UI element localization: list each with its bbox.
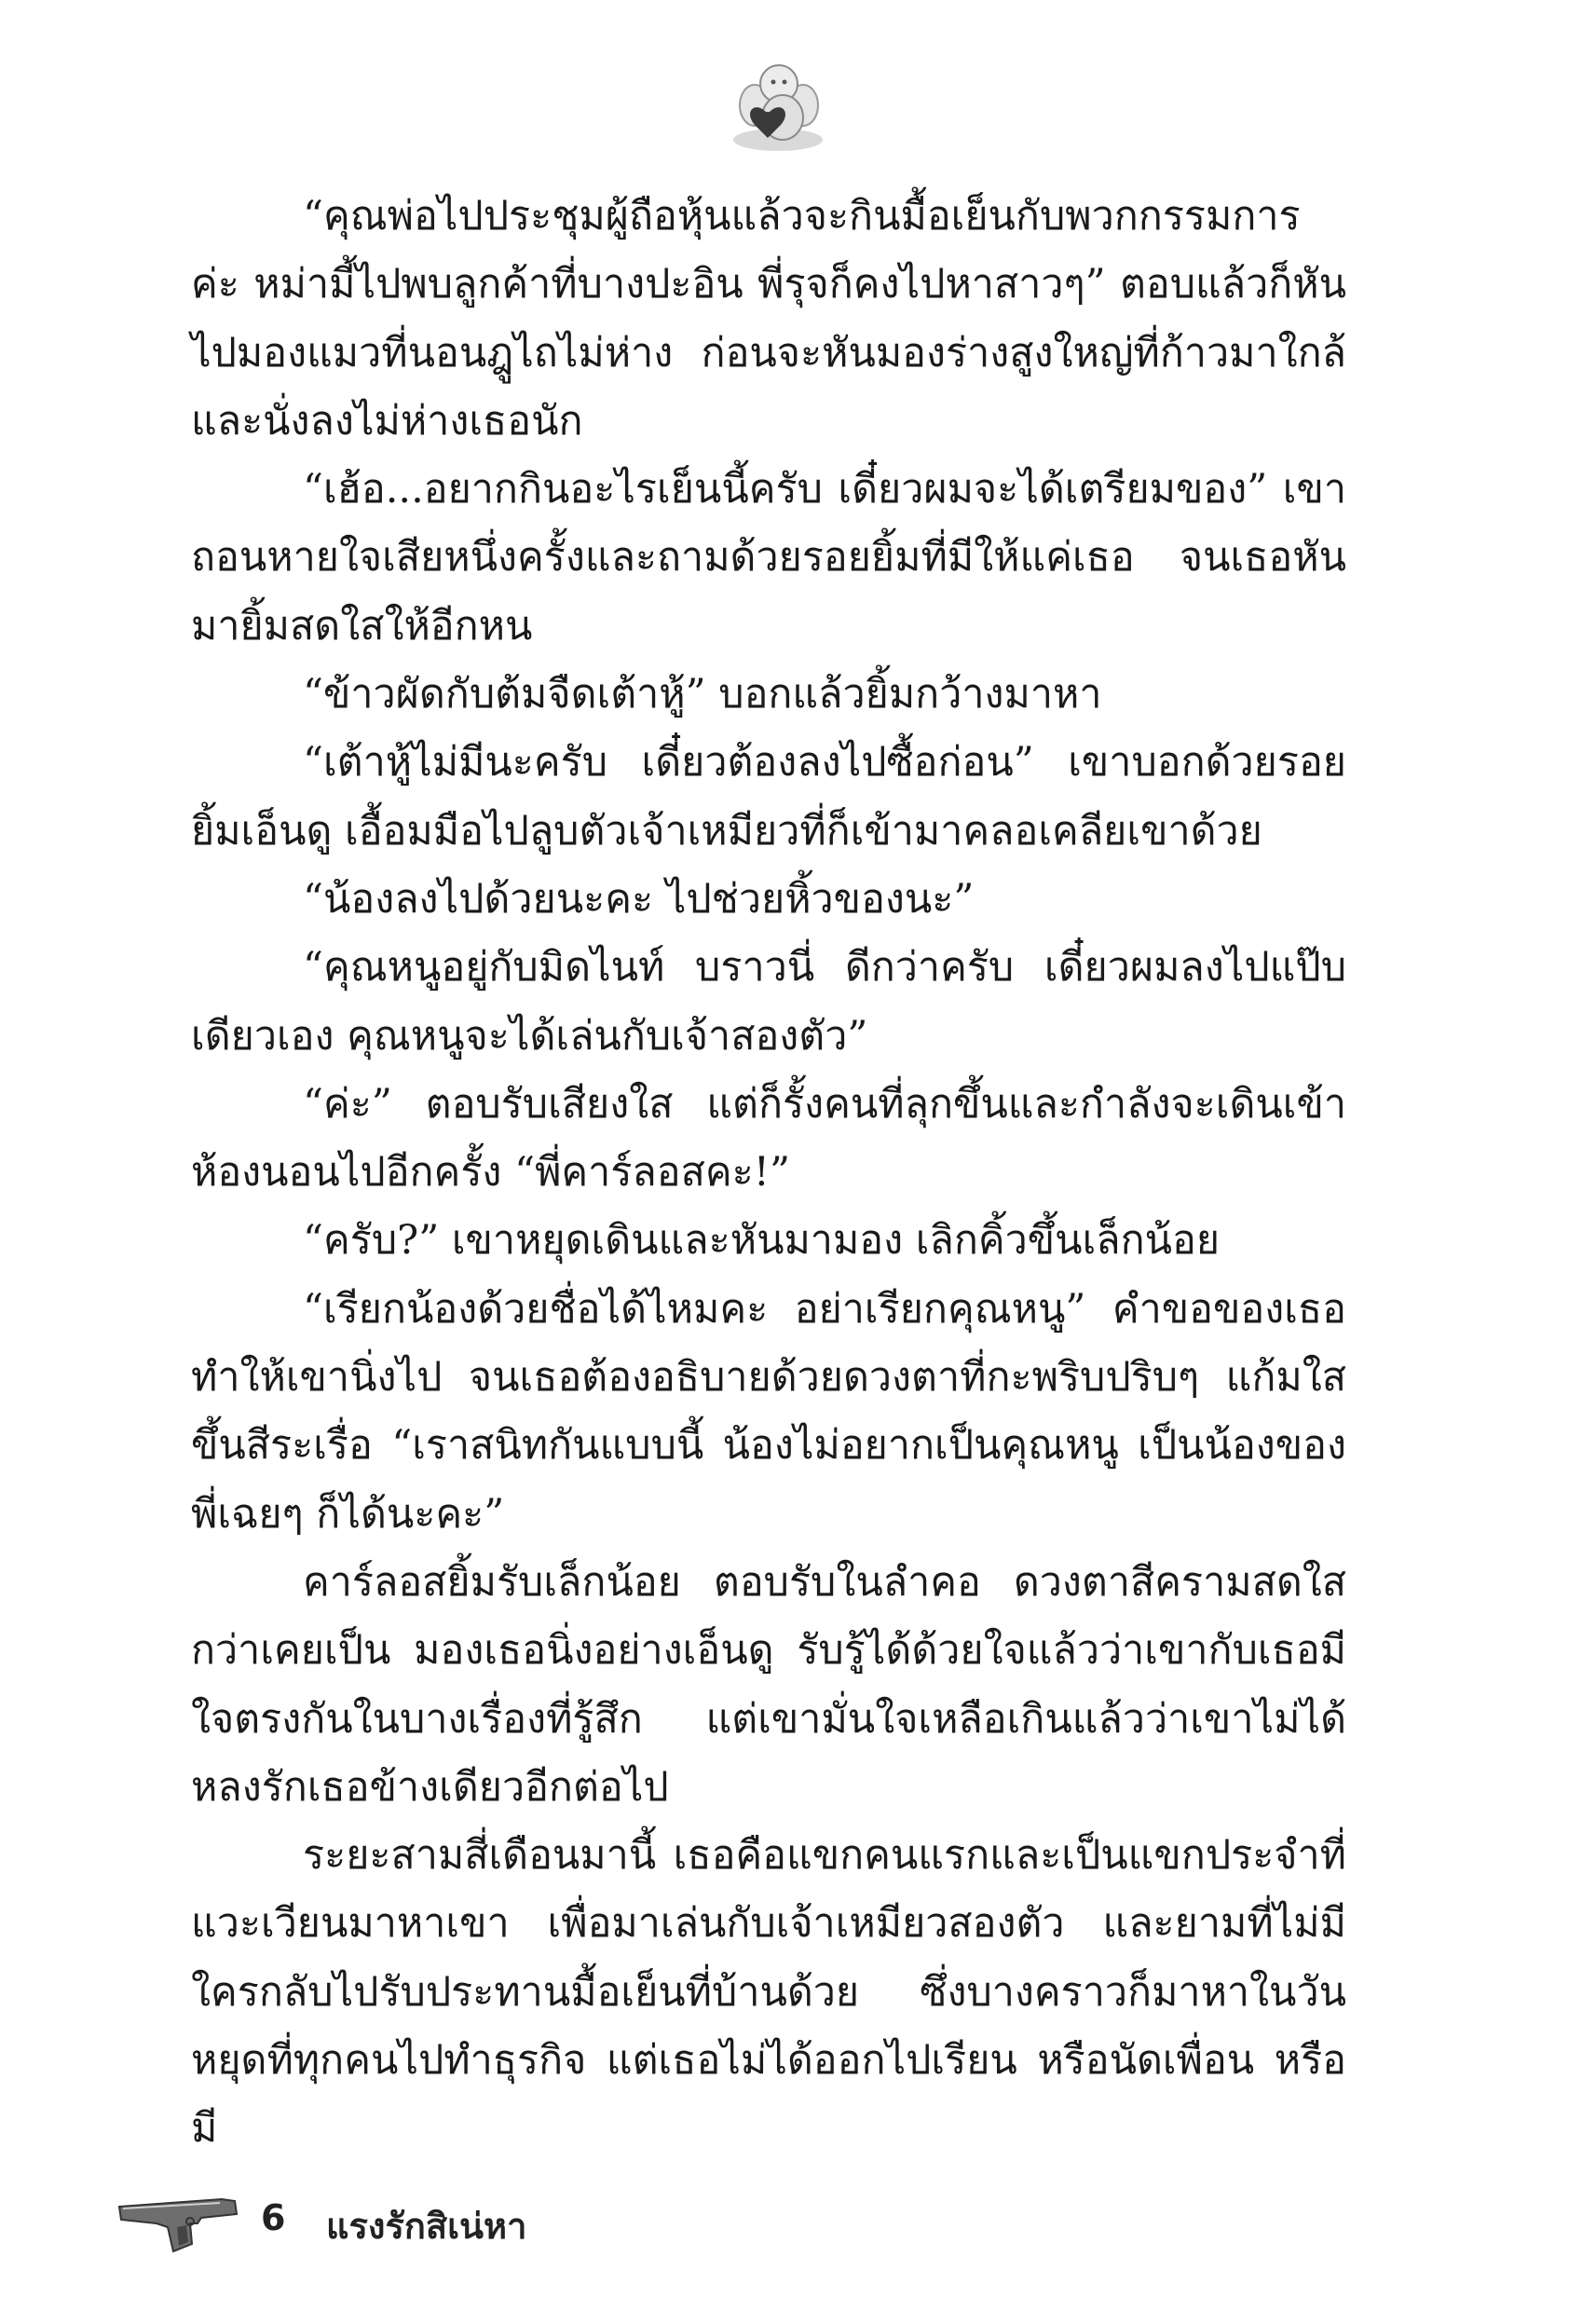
body-text (191, 183, 1346, 2164)
pistol-icon (112, 2186, 252, 2256)
cupid-heart-icon (717, 54, 839, 157)
page-number: 6 (261, 2197, 286, 2238)
book-title: แรงรักสิเน่หา (326, 2206, 527, 2247)
paragraph-8: “ครับ?” เขาหยุดเดินและหันมามอง เลิกคิ้วขึ้นเล็กน้อย (303, 1217, 1221, 1265)
paragraph-11: ระยะสามสี่เดือนมานี้ เธอคือแขกคนแรกและเป็นแขกประจำที่แวะเวียนมาหาเขา เพื่อมาเล่นกับเจ้าเหมียวสองตัว และยามที่ไม่มีใครกลับไปรับประทานมื้อเย็นที่บ้านด้วย ซึ่งบางคราวก็มาหาในวันหยุดที่ทุกคนไปทำธุรกิจ แต่เธอไม่ได้ออกไปเรียน หรือนัดเพื่อน หรือมี (191, 1832, 1346, 2153)
paragraph-4: “เต้าหู้ไม่มีนะครับ เดี๋ยวต้องลงไปซื้อก่อน” เขาบอกด้วยรอยยิ้มเอ็นดู เอื้อมมือไปลูบตัวเจ้าเหมียวที่ก็เข้ามาคลอเคลียเขาด้วย (191, 739, 1346, 855)
paragraph-1: “คุณพ่อไปประชุมผู้ถือหุ้นแล้วจะกินมื้อเย็นกับพวกกรรมการค่ะ หม่ามี้ไปพบลูกค้าที่บางปะอิน พี่รุจก็คงไปหาสาวๆ” ตอบแล้วก็หันไปมองแมวที่นอนฎูไถไม่ห่าง ก่อนจะหันมองร่างสูงใหญ่ที่ก้าวมาใกล้และนั่งลงไม่ห่างเธอนัก (191, 193, 1346, 444)
paragraph-2: “เฮ้อ...อยากกินอะไรเย็นนี้ครับ เดี๋ยวผมจะได้เตรียมของ” เขาถอนหายใจเสียหนึ่งครั้งและถามด้วยรอยยิ้มที่มีให้แค่เธอ จนเธอหันมายิ้มสดใสให้อีกหน (191, 466, 1346, 650)
paragraph-9: “เรียกน้องด้วยชื่อได้ไหมคะ อย่าเรียกคุณหนู” คำขอของเธอทำให้เขานิ่งไป จนเธอต้องอธิบายด้วยดวงตาที่กะพริบปริบๆ แก้มใสขึ้นสีระเรื่อ “เราสนิทกันแบบนี้ น้องไม่อยากเป็นคุณหนู เป็นน้องของพี่เฉยๆ ก็ได้นะคะ” (191, 1285, 1346, 1538)
paragraph-3: “ข้าวผัดกับต้มจืดเต้าหู้” บอกแล้วยิ้มกว้างมาหา (303, 671, 1102, 718)
page-footer (112, 2181, 857, 2264)
paragraph-5: “น้องลงไปด้วยนะคะ ไปช่วยหิ้วของนะ” (303, 875, 975, 923)
paragraph-10: คาร์ลอสยิ้มรับเล็กน้อย ตอบรับในลำคอ ดวงตาสีครามสดใสกว่าเคยเป็น มองเธอนิ่งอย่างเอ็นดู รับรู้ได้ด้วยใจแล้วว่าเขากับเธอมีใจตรงกันในบางเรื่องที่รู้สึก แต่เขามั่นใจเหลือเกินแล้วว่าเขาไม่ได้หลงรักเธอข้างเดียวอีกต่อไป (191, 1558, 1346, 1811)
paragraph-7: “ค่ะ” ตอบรับเสียงใส แต่ก็รั้งคนที่ลุกขึ้นและกำลังจะเดินเข้าห้องนอนไปอีกครั้ง “พี่คาร์ลอสคะ!” (191, 1080, 1346, 1197)
paragraph-6: “คุณหนูอยู่กับมิดไนท์ บราวนี่ ดีกว่าครับ เดี๋ยวผมลงไปแป๊บเดียวเอง คุณหนูจะได้เล่นกับเจ้าสองตัว” (191, 944, 1346, 1060)
